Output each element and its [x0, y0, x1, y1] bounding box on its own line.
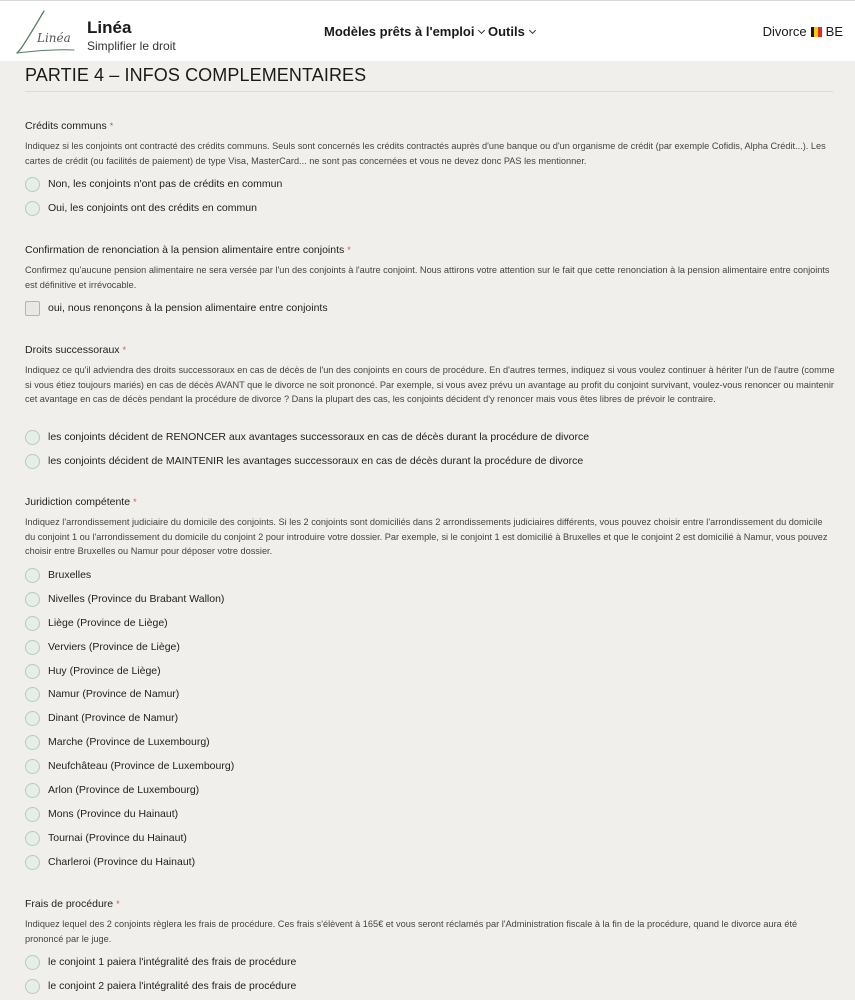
brand-name[interactable]: Linéa	[87, 18, 132, 37]
radio-button[interactable]	[25, 735, 40, 750]
question-help-credits: Indiquez si les conjoints ont contracté des crédits communs. Seuls sont concernés les crédits contractés auprès d'une banque ou d'un organisme de crédit (par exemple Cofidis, Alpha Crédit...). Les cartes de crédit (ou facilités de paiement) de type Visa, MasterCard... ne sont pas concernées et vous ne devez donc PAS les mentionner.	[25, 141, 826, 166]
chevron-down-icon	[529, 26, 536, 33]
radio-option-credits-no[interactable]	[25, 176, 282, 192]
radio-button[interactable]	[25, 616, 40, 631]
option-label: Charleroi (Province du Hainaut)	[48, 856, 196, 868]
nav-templates-label: Modèles prêts à l'emploi	[324, 24, 475, 39]
question-label-alimony: Confirmation de renonciation à la pension alimentaire entre conjoints *	[25, 244, 351, 256]
radio-button[interactable]	[25, 783, 40, 798]
radio-option-jurisdiction[interactable]	[25, 567, 91, 583]
nav-tools-label: Outils	[488, 24, 525, 39]
site-header	[0, 0, 855, 61]
nav-templates-menu[interactable]	[324, 24, 484, 39]
required-marker: *	[122, 345, 127, 355]
radio-option-inheritance-maintain[interactable]	[25, 453, 583, 469]
radio-button[interactable]	[25, 711, 40, 726]
nav-tools-menu[interactable]	[488, 24, 535, 39]
option-label: Namur (Province de Namur)	[48, 688, 180, 700]
option-label: Tournai (Province du Hainaut)	[48, 832, 187, 844]
option-label: Liège (Province de Liège)	[48, 617, 168, 629]
radio-button[interactable]	[25, 430, 40, 445]
question-label-fees: Frais de procédure *	[25, 898, 120, 910]
radio-option-jurisdiction[interactable]	[25, 854, 195, 870]
required-marker: *	[133, 497, 137, 507]
radio-button[interactable]	[25, 807, 40, 822]
option-label: Verviers (Province de Liège)	[48, 641, 180, 653]
question-label-jurisdiction: Juridiction compétente *	[25, 496, 137, 508]
radio-button[interactable]	[25, 664, 40, 679]
radio-option-jurisdiction[interactable]	[25, 806, 178, 822]
required-marker: *	[347, 245, 351, 255]
checkbox-option-alimony[interactable]	[25, 300, 328, 316]
radio-button[interactable]	[25, 979, 40, 994]
option-label: Neufchâteau (Province de Luxembourg)	[48, 760, 235, 772]
logo-script-text: Linéa	[37, 31, 71, 45]
question-help-alimony: Confirmez qu'aucune pension alimentaire ne sera versée par l'un des conjoints à l'autre conjoint. Nous attirons votre attention sur le fait que cette renonciation à la pension alimentaire entre conjoints est définitive et irrévocable.	[25, 265, 830, 290]
radio-button[interactable]	[25, 687, 40, 702]
chevron-down-icon	[478, 26, 485, 33]
option-label: oui, nous renonçons à la pension alimentaire entre conjoints	[48, 302, 328, 314]
option-label: Marche (Province de Luxembourg)	[48, 736, 210, 748]
page-title: PARTIE 4 – INFOS COMPLEMENTAIRES	[25, 65, 367, 85]
radio-option-fees-spouse-1[interactable]	[25, 954, 296, 970]
option-label: les conjoints décident de MAINTENIR les avantages successoraux en cas de décès durant la procédure de divorce	[48, 455, 584, 467]
radio-option-jurisdiction[interactable]	[25, 686, 179, 702]
question-label-credits: Crédits communs *	[25, 120, 114, 132]
question-label-inheritance: Droits successoraux *	[25, 344, 127, 356]
option-label: Arlon (Province de Luxembourg)	[48, 784, 200, 796]
radio-option-credits-yes[interactable]	[25, 200, 257, 216]
option-label: les conjoints décident de RENONCER aux avantages successoraux en cas de décès durant la procédure de divorce	[48, 431, 590, 443]
option-label: Dinant (Province de Namur)	[48, 712, 179, 724]
radio-button[interactable]	[25, 955, 40, 970]
radio-button[interactable]	[25, 640, 40, 655]
radio-option-jurisdiction[interactable]	[25, 758, 234, 774]
radio-option-jurisdiction[interactable]	[25, 639, 180, 655]
option-label: Huy (Province de Liège)	[48, 665, 161, 677]
country-code: BE	[825, 24, 843, 39]
radio-button[interactable]	[25, 831, 40, 846]
radio-option-fees-spouse-2[interactable]	[25, 978, 296, 994]
option-label: Non, les conjoints n'ont pas de crédits en commun	[48, 178, 283, 190]
radio-button[interactable]	[25, 592, 40, 607]
belgium-flag-icon	[811, 27, 822, 37]
option-label: Mons (Province du Hainaut)	[48, 808, 179, 820]
checkbox[interactable]	[25, 301, 40, 316]
radio-option-jurisdiction[interactable]	[25, 830, 187, 846]
radio-option-jurisdiction[interactable]	[25, 615, 168, 631]
option-label: le conjoint 2 paiera l'intégralité des frais de procédure	[48, 980, 297, 992]
radio-option-jurisdiction[interactable]	[25, 782, 199, 798]
country-selector-label: Divorce	[762, 24, 807, 39]
radio-option-inheritance-renounce[interactable]	[25, 429, 589, 445]
radio-option-jurisdiction[interactable]	[25, 734, 210, 750]
radio-option-jurisdiction[interactable]	[25, 710, 178, 726]
radio-button[interactable]	[25, 201, 40, 216]
radio-button[interactable]	[25, 759, 40, 774]
question-help-fees: Indiquez lequel des 2 conjoints règlera les frais de procédure. Ces frais s'élèvent à 165€ et vous seront réclamés par l'Administration fiscale à la fin de la procédure, quand le divorce aura été prononcé par le juge.	[25, 919, 798, 944]
question-help-inheritance: Indiquez ce qu'il adviendra des droits successoraux en cas de décès de l'un des conjoints en cours de procédure. En d'autres termes, indiquez si vous voulez continuer à hériter l'un de l'autre (comme si vous étiez toujours mariés) en cas de décès AVANT que le divorce ne soit prononcé. Par exemple, si vous avez prévu un avantage au profit du conjoint survivant, voulez-vous renoncer ou maintenir cet avantage en cas de décès pendant la procédure de divorce ? Dans la plupart des cas, les conjoints décident d'y renoncer mais vous êtes libres de prévoir le contraire.	[25, 365, 835, 404]
brand-tagline: Simplifier le droit	[87, 39, 176, 53]
radio-button[interactable]	[25, 177, 40, 192]
option-label: le conjoint 1 paiera l'intégralité des frais de procédure	[48, 956, 297, 968]
radio-button[interactable]	[25, 855, 40, 870]
radio-option-jurisdiction[interactable]	[25, 663, 161, 679]
question-help-jurisdiction: Indiquez l'arrondissement judiciaire du domicile des conjoints. Si les 2 conjoints sont domiciliés dans 2 arrondissements judiciaires différents, vous pouvez choisir entre l'arrondissement du domicile du conjoint 1 ou l'arrondissement du domicile du conjoint 2 pour introduire votre dossier. Par exemple, si le conjoint 1 est domicilié à Bruxelles et que le conjoint 2 est domicilié à Namur, vous pouvez choisir entre Bruxelles ou Namur pour déposer votre dossier.	[25, 517, 828, 556]
required-marker: *	[109, 121, 114, 131]
option-label: Bruxelles	[48, 569, 92, 581]
country-selector[interactable]	[763, 24, 843, 39]
option-label: Oui, les conjoints ont des crédits en commun	[48, 202, 257, 214]
radio-button[interactable]	[25, 568, 40, 583]
required-marker: *	[116, 899, 120, 909]
radio-option-jurisdiction[interactable]	[25, 591, 224, 607]
option-label: Nivelles (Province du Brabant Wallon)	[48, 593, 225, 605]
title-divider	[25, 91, 833, 92]
radio-button[interactable]	[25, 454, 40, 469]
